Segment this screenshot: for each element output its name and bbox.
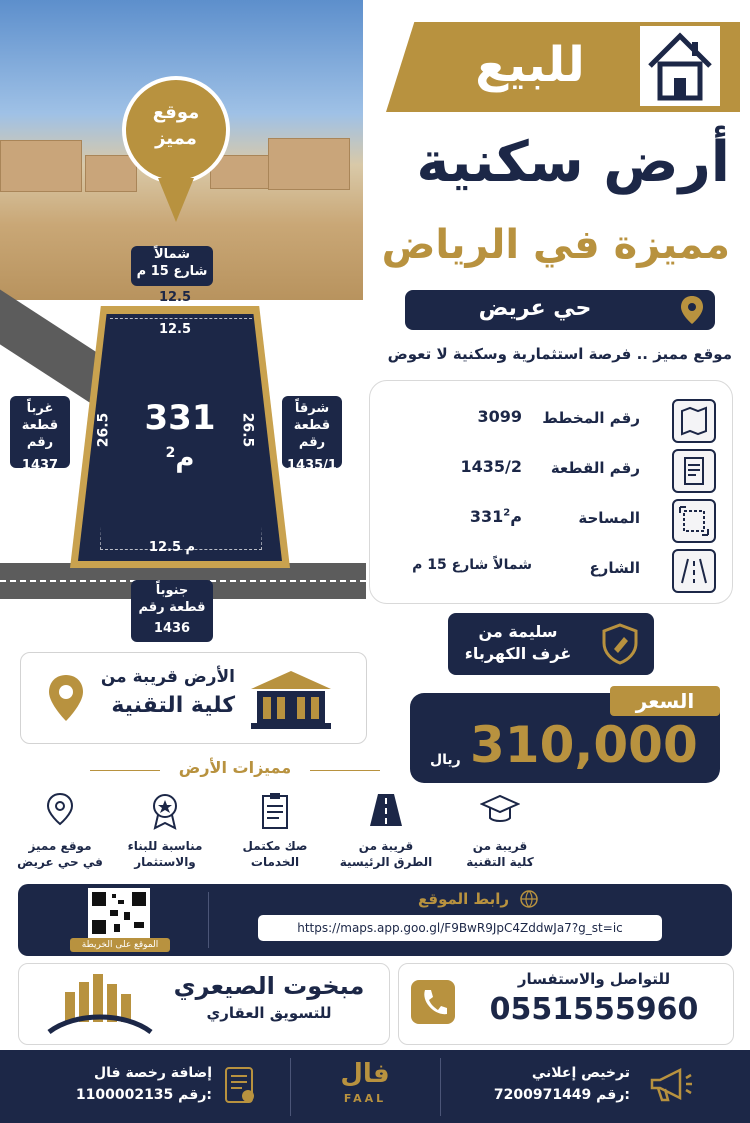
- agency-subtitle: للتسويق العقاري: [206, 1004, 332, 1022]
- title-line2: مميزة في الرياض: [381, 222, 730, 268]
- ad-license-label: ترخيص إعلاني: [531, 1065, 630, 1081]
- north-label: شمالاً شارع 15 م: [131, 246, 213, 286]
- contact-card: [398, 963, 734, 1045]
- shield-icon: [600, 623, 640, 669]
- feature-location: موقع مميز في حي عريض: [5, 790, 115, 870]
- info-card: [369, 380, 733, 604]
- location-link-title: رابط الموقع: [418, 890, 509, 908]
- map-pin-icon: [40, 790, 80, 830]
- qr-code[interactable]: [88, 888, 150, 938]
- pin-line2: مميز: [155, 128, 197, 149]
- near-college-card: الأرض قريبة من كلية التقنية: [20, 652, 367, 744]
- west-label: غرباً قطعة رقم 1437: [10, 396, 70, 468]
- north-length: 12.5: [158, 290, 192, 305]
- college-building-icon: [243, 667, 339, 735]
- tagline: موقع مميز .. فرصة استثمارية وسكنية لا تعوض: [387, 345, 732, 363]
- license-document-icon: [220, 1064, 260, 1110]
- graduation-cap-icon: [480, 790, 520, 830]
- agency-card: [18, 963, 390, 1045]
- agency-logo: [45, 972, 155, 1040]
- south-label: جنوباً قطعة رقم 1436: [131, 580, 213, 642]
- globe-icon: [520, 890, 538, 912]
- clipboard-icon: [255, 790, 295, 830]
- price-label-tag: السعر: [610, 686, 720, 716]
- feature-investment: مناسبة للبناء والاستثمار: [110, 790, 220, 870]
- location-url[interactable]: https://maps.app.goo.gl/F9BwR9JpC4ZddwJa7?g_st=ic: [258, 915, 662, 941]
- east-label: شرقاً قطعة رقم 1435/1: [282, 396, 342, 468]
- feature-roads: قريبة من الطرق الرئيسية: [331, 790, 441, 870]
- road-icon: [672, 549, 716, 593]
- info-row-area: المساحة 331م$^2$: [370, 495, 732, 545]
- district-badge: حي عريض: [405, 290, 715, 330]
- qr-caption: الموقع على الخريطة: [70, 938, 170, 952]
- plot-left-length: 26.5: [95, 412, 112, 448]
- plot-top-length: 12.5: [158, 322, 192, 337]
- fal-license-label: إضافة رخصة فال: [94, 1065, 212, 1081]
- area-icon: [672, 499, 716, 543]
- plot-bottom-length: 12.5 م: [148, 540, 196, 555]
- fal-logo: فال FAAL: [340, 1059, 390, 1105]
- map-icon: [672, 399, 716, 443]
- map-pin-icon: [49, 675, 83, 725]
- plot-area: 331 $^2$م: [144, 398, 216, 474]
- price-currency: ريال: [430, 752, 461, 768]
- contact-label: للتواصل والاستفسار: [517, 970, 671, 988]
- agency-name: مبخوت الصيعري: [173, 972, 365, 1000]
- info-row-plot: رقم القطعة 1435/2: [370, 445, 732, 495]
- footer: إضافة رخصة فال 1100002135 رقم: فال FAAL ترخيص إعلاني 7200971449 رقم:: [0, 1050, 750, 1123]
- title-line1: أرض سكنية: [416, 130, 730, 195]
- features-title: مميزات الأرض: [160, 758, 310, 777]
- for-sale-label: للبيع: [475, 37, 585, 93]
- contact-phone[interactable]: 0551555960: [489, 992, 699, 1027]
- price-value: 310,000: [470, 716, 698, 774]
- plot-right-length: 26.5: [239, 412, 256, 448]
- badge-icon: [145, 790, 185, 830]
- megaphone-icon: [646, 1064, 694, 1110]
- location-pin-icon: [681, 296, 703, 328]
- pin-line1: موقع: [152, 102, 200, 123]
- document-icon: [672, 449, 716, 493]
- info-row-street: الشارع شمالاً شارع 15 م: [370, 545, 732, 595]
- house-icon: [640, 26, 720, 106]
- road-icon: [366, 790, 406, 830]
- electric-room-safety: سليمة من غرف الكهرباء: [448, 613, 654, 675]
- feature-deed: صك مكتمل الخدمات: [220, 790, 330, 870]
- phone-icon: [411, 980, 455, 1024]
- location-link-bar: [18, 884, 732, 956]
- feature-college: قريبة من كلية التقنية: [445, 790, 555, 870]
- info-row-plan: رقم المخطط 3099: [370, 395, 732, 445]
